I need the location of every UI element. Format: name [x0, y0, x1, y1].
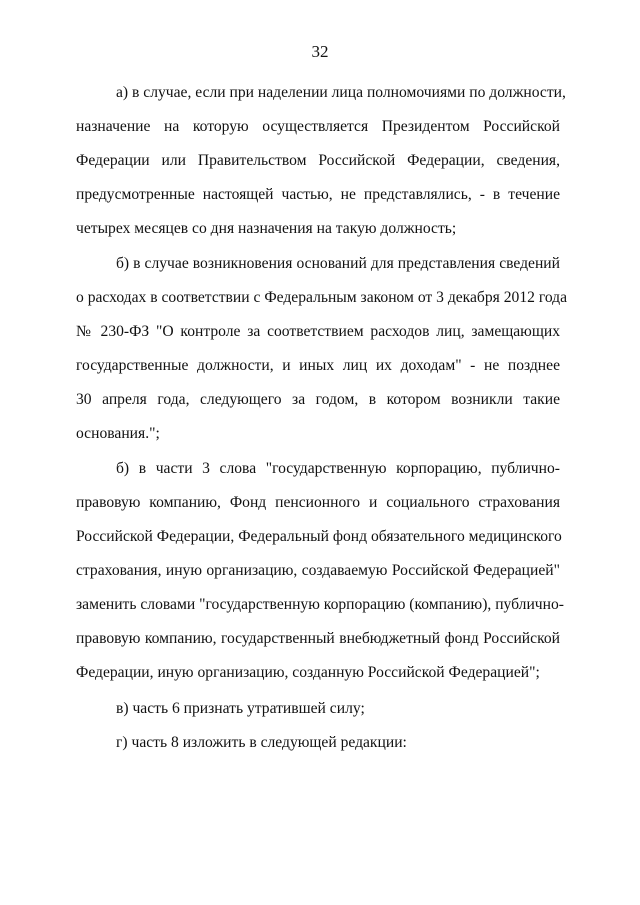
paragraph-3-line-5: заменить словами "государственную корпорацию (компанию), публично-	[76, 596, 564, 613]
paragraph-1-line-2: назначение на которую осуществляется Президентом Российской	[76, 118, 560, 135]
paragraph-1-line-1: а) в случае, если при наделении лица полномочиями по должности,	[116, 84, 566, 101]
paragraph-2-line-1: б) в случае возникновения оснований для представления сведений	[116, 255, 560, 272]
paragraph-2-line-6: основания.";	[76, 425, 160, 442]
paragraph-1-line-3: Федерации или Правительством Российской Федерации, сведения,	[76, 152, 560, 169]
paragraph-2-line-3: № 230-ФЗ "О контроле за соответствием расходов лиц, замещающих	[76, 323, 560, 340]
paragraph-3-line-2: правовую компанию, Фонд пенсионного и социального страхования	[76, 494, 560, 511]
paragraph-2-line-2: о расходах в соответствии с Федеральным законом от 3 декабря 2012 года	[76, 289, 568, 306]
paragraph-4-line-1: в) часть 6 признать утратившей силу;	[116, 700, 365, 717]
paragraph-1-line-5: четырех месяцев со дня назначения на такую должность;	[76, 220, 457, 237]
paragraph-3-line-4: страхования, иную организацию, создаваемую Российской Федерацией"	[76, 562, 560, 579]
paragraph-3-line-7: Федерации, иную организацию, созданную Российской Федерацией";	[76, 664, 540, 681]
paragraph-3-line-1: б) в части 3 слова "государственную корпорацию, публично-	[116, 460, 560, 477]
paragraph-3-line-6: правовую компанию, государственный внебюджетный фонд Российской	[76, 630, 560, 647]
paragraph-5-line-1: г) часть 8 изложить в следующей редакции:	[116, 734, 407, 751]
paragraph-3-line-3: Российской Федерации, Федеральный фонд обязательного медицинского	[76, 528, 562, 545]
page-number: 32	[311, 42, 329, 61]
paragraph-2-line-4: государственные должности, и иных лиц их доходам" - не позднее	[76, 357, 560, 374]
paragraph-1-line-4: предусмотренные настоящей частью, не представлялись, - в течение	[76, 186, 560, 203]
paragraph-2-line-5: 30 апреля года, следующего за годом, в котором возникли такие	[76, 391, 560, 408]
